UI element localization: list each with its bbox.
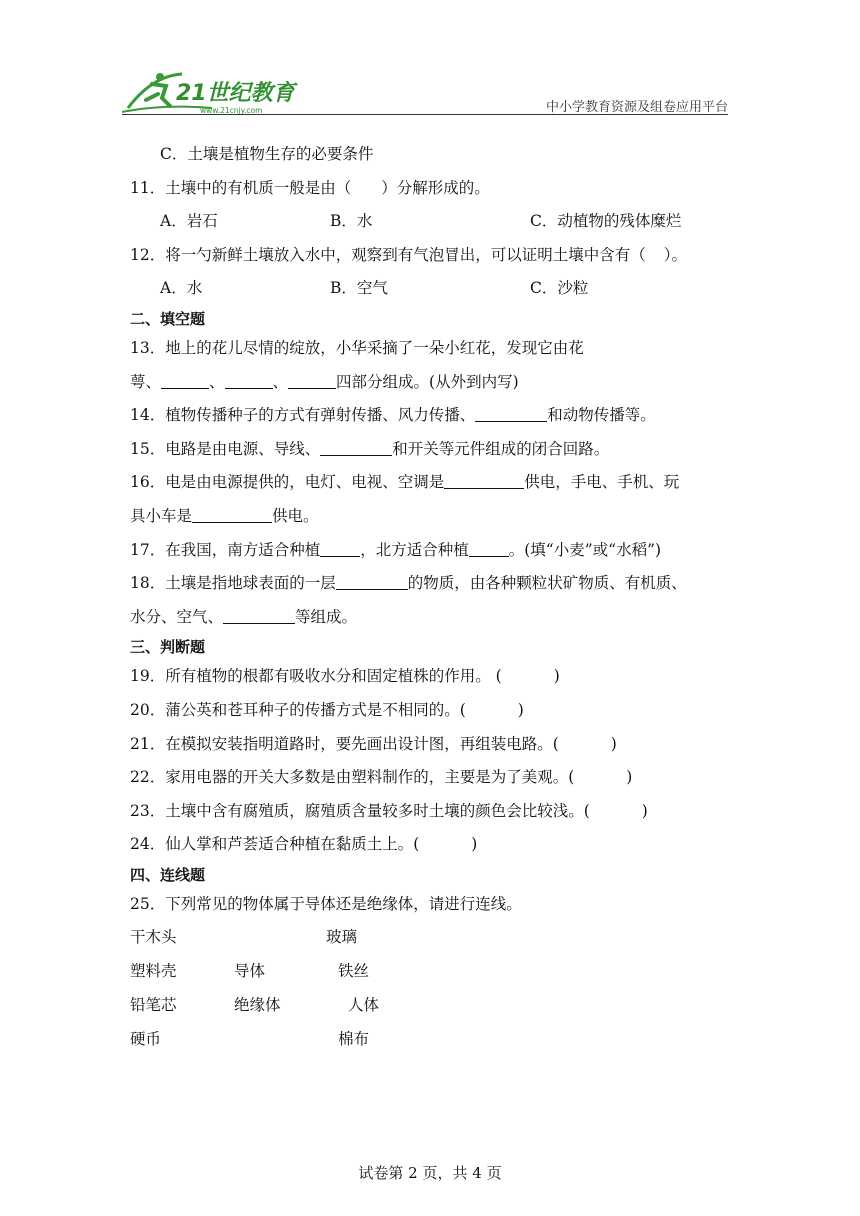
q11-option-a: A．岩石 [160, 212, 218, 231]
q25-stem: 25．下列常见的物体属于导体还是绝缘体，请进行连线。 [130, 894, 522, 913]
q23: 23．土壤中含有腐殖质，腐殖质含量较多时土壤的颜色会比较浅。( ) [130, 801, 648, 820]
match-middle-item: 绝缘体 [234, 996, 281, 1015]
q22: 22．家用电器的开关大多数是由塑料制作的，主要是为了美观。( ) [130, 768, 633, 787]
logo-21cnjy [122, 68, 302, 118]
logo-sub: www.21cnjy.com [200, 106, 263, 115]
section-fill-title: 二、填空题 [130, 309, 206, 328]
q11-option-b: B．水 [330, 212, 373, 231]
q11-option-c: C．动植物的残体糜烂 [530, 212, 682, 231]
q19: 19．所有植物的根都有吸收水分和固定植株的作用。 ( ) [130, 667, 560, 686]
match-right-item: 棉布 [338, 1030, 370, 1049]
section-judge-title: 三、判断题 [130, 638, 206, 657]
match-row-3 [130, 989, 740, 1023]
match-left-item: 铅笔芯 [130, 996, 177, 1015]
q13-line1: 13．地上的花儿尽情的绽放，小华采摘了一朵小红花，发现它由花 [130, 338, 584, 357]
q18-line2: 水分、空气、 等组成。 [130, 607, 358, 626]
match-right-item: 玻璃 [326, 928, 358, 947]
q12-stem: 12．将一勺新鲜土壤放入水中，观察到有气泡冒出，可以证明土壤中含有（ ）。 [130, 245, 687, 264]
q17: 17．在我国，南方适合种植 ，北方适合种植 。(填“小麦”或“水稻”) [130, 540, 662, 559]
q24: 24．仙人掌和芦荟适合种植在黏质土上。( ) [130, 835, 478, 854]
match-left-item: 塑料壳 [130, 962, 177, 981]
q10-option-c: C．土壤是植物生存的必要条件 [160, 145, 374, 163]
q15: 15．电路是由电源、导线、 和开关等元件组成的闭合回路。 [130, 439, 610, 458]
q12-option-a: A．水 [160, 279, 203, 298]
match-left-item: 硬币 [130, 1030, 162, 1049]
logo-text: 21世纪教育 [176, 81, 295, 106]
q11-options [130, 205, 740, 239]
match-middle-item: 导体 [234, 962, 266, 981]
page-footer: 试卷第 2 页，共 4 页 [358, 1164, 502, 1182]
q14: 14．植物传播种子的方式有弹射传播、风力传播、 和动物传播等。 [130, 406, 656, 425]
q18-line1: 18．土壤是指地球表面的一层 的物质，由各种颗粒状矿物质、有机质、 [130, 574, 687, 593]
q12-options [130, 272, 740, 306]
exam-content [130, 138, 740, 1057]
match-left-item: 干木头 [130, 928, 177, 947]
header-divider [122, 114, 728, 115]
match-row-2 [130, 955, 740, 989]
q13-line2: 萼、 、 、 四部分组成。(从外到内写) [130, 372, 519, 391]
q20: 20．蒲公英和苍耳种子的传播方式是不相同的。( ) [130, 700, 524, 719]
section-match-title: 四、连线题 [130, 865, 206, 884]
q12-option-c: C．沙粒 [530, 279, 589, 298]
platform-name: 中小学教育资源及组卷应用平台 [545, 100, 728, 115]
match-right-item: 人体 [348, 996, 380, 1015]
match-row-1 [130, 921, 740, 955]
q12-option-b: B．空气 [330, 279, 388, 298]
page-header [122, 62, 728, 118]
match-right-item: 铁丝 [338, 962, 370, 981]
match-row-4 [130, 1023, 740, 1057]
q16-line1: 16．电是由电源提供的，电灯、电视、空调是 供电，手电、手机、玩 [130, 473, 680, 492]
q16-line2: 具小车是 供电。 [130, 506, 319, 525]
q11-stem: 11．土壤中的有机质一般是由（ ）分解形成的。 [130, 178, 490, 197]
q21: 21．在模拟安装指明道路时，要先画出设计图，再组装电路。( ) [130, 734, 617, 753]
